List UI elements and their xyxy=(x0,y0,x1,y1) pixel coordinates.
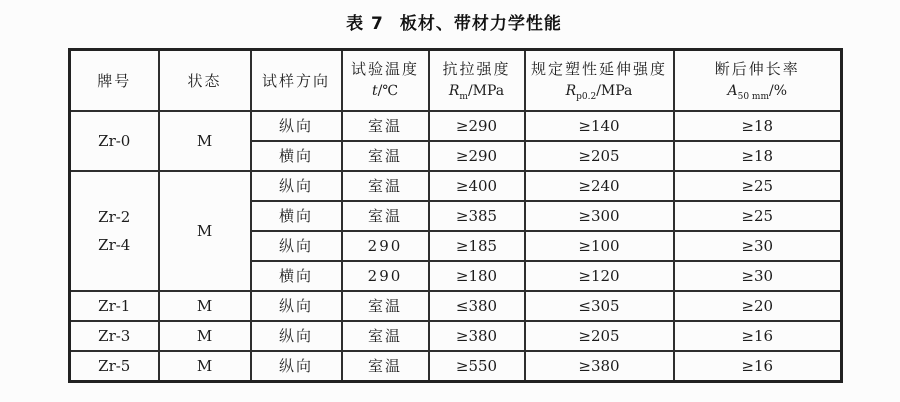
cell-direction: 纵向 xyxy=(251,171,342,201)
grade-label: Zr-5 xyxy=(98,356,131,375)
cell-temperature: 室温 xyxy=(342,321,429,351)
cell-tensile-strength: ≥185 xyxy=(429,231,525,261)
col-header-yield-strength-label: 规定塑性延伸强度 xyxy=(530,60,667,79)
col-header-tensile-strength-label: 抗拉强度 xyxy=(442,60,511,79)
cell-state: M xyxy=(159,111,251,171)
cell-yield-strength: ≥300 xyxy=(525,201,674,231)
cell-grade xyxy=(70,351,159,382)
cell-elongation: ≥20 xyxy=(674,291,842,321)
col-header-temperature-symbol: t/℃ xyxy=(371,83,399,100)
cell-temperature: 室温 xyxy=(342,201,429,231)
cell-yield-strength: ≥120 xyxy=(525,261,674,291)
cell-grade xyxy=(70,171,159,291)
grade-label: Zr-3 xyxy=(98,326,131,345)
table-row xyxy=(70,351,842,382)
cell-tensile-strength: ≥380 xyxy=(429,321,525,351)
cell-tensile-strength: ≥550 xyxy=(429,351,525,382)
col-header-grade xyxy=(70,50,159,111)
col-header-state-label: 状态 xyxy=(187,71,222,90)
col-header-elongation xyxy=(674,50,842,111)
cell-temperature: 室温 xyxy=(342,111,429,141)
cell-elongation: ≥30 xyxy=(674,261,842,291)
table-row xyxy=(70,321,842,351)
cell-direction: 横向 xyxy=(251,261,342,291)
cell-temperature: 室温 xyxy=(342,291,429,321)
cell-direction: 纵向 xyxy=(251,291,342,321)
header-row xyxy=(70,50,842,111)
col-header-elongation-symbol: $A_{50 mm}/\%$ xyxy=(727,83,788,103)
cell-tensile-strength: ≥400 xyxy=(429,171,525,201)
cell-tensile-strength: ≥180 xyxy=(429,261,525,291)
cell-direction: 横向 xyxy=(251,201,342,231)
col-header-yield-strength-symbol: $R_{p0.2}$/MPa xyxy=(565,83,633,103)
col-header-grade-label: 牌号 xyxy=(97,71,132,90)
cell-temperature: 290 xyxy=(342,261,429,291)
grade-label: Zr-1 xyxy=(98,296,131,315)
table-row xyxy=(70,291,842,321)
cell-tensile-strength: ≥385 xyxy=(429,201,525,231)
caption-title: 板材、带材力学性能 xyxy=(399,14,562,34)
cell-yield-strength: ≥205 xyxy=(525,321,674,351)
col-header-state xyxy=(159,50,251,111)
col-header-temperature-label: 试验温度 xyxy=(350,60,419,79)
col-header-tensile-strength-symbol: $R_m$/MPa xyxy=(448,83,505,103)
cell-elongation: ≥18 xyxy=(674,111,842,141)
cell-tensile-strength: ≥290 xyxy=(429,111,525,141)
table-row xyxy=(70,111,842,141)
cell-direction: 纵向 xyxy=(251,351,342,382)
cell-direction: 纵向 xyxy=(251,321,342,351)
grade-label: Zr-2 xyxy=(98,207,131,226)
grade-label: Zr-0 xyxy=(98,131,131,150)
cell-yield-strength: ≥240 xyxy=(525,171,674,201)
cell-yield-strength: ≥140 xyxy=(525,111,674,141)
cell-yield-strength: ≥380 xyxy=(525,351,674,382)
col-header-elongation-label: 断后伸长率 xyxy=(714,60,800,79)
cell-state: M xyxy=(159,171,251,291)
cell-direction: 纵向 xyxy=(251,111,342,141)
mechanical-properties-table xyxy=(68,48,843,383)
cell-temperature: 室温 xyxy=(342,141,429,171)
col-header-tensile-strength xyxy=(429,50,525,111)
cell-tensile-strength: ≤380 xyxy=(429,291,525,321)
cell-yield-strength: ≤305 xyxy=(525,291,674,321)
col-header-temperature xyxy=(342,50,429,111)
cell-elongation: ≥18 xyxy=(674,141,842,171)
cell-yield-strength: ≥205 xyxy=(525,141,674,171)
col-header-direction xyxy=(251,50,342,111)
col-header-direction-label: 试样方向 xyxy=(261,71,330,90)
cell-elongation: ≥30 xyxy=(674,231,842,261)
cell-grade xyxy=(70,321,159,351)
cell-yield-strength: ≥100 xyxy=(525,231,674,261)
cell-state: M xyxy=(159,351,251,382)
cell-state: M xyxy=(159,321,251,351)
cell-tensile-strength: ≥290 xyxy=(429,141,525,171)
cell-direction: 纵向 xyxy=(251,231,342,261)
cell-elongation: ≥16 xyxy=(674,321,842,351)
cell-temperature: 室温 xyxy=(342,351,429,382)
table-row xyxy=(70,171,842,201)
cell-grade xyxy=(70,291,159,321)
table-caption xyxy=(68,9,840,34)
cell-grade xyxy=(70,111,159,171)
cell-state: M xyxy=(159,291,251,321)
cell-temperature: 室温 xyxy=(342,171,429,201)
caption-label: 表 7 xyxy=(346,14,384,34)
cell-temperature: 290 xyxy=(342,231,429,261)
cell-direction: 横向 xyxy=(251,141,342,171)
cell-elongation: ≥16 xyxy=(674,351,842,382)
grade-label: Zr-4 xyxy=(98,235,131,254)
cell-elongation: ≥25 xyxy=(674,201,842,231)
cell-elongation: ≥25 xyxy=(674,171,842,201)
col-header-yield-strength xyxy=(525,50,674,111)
